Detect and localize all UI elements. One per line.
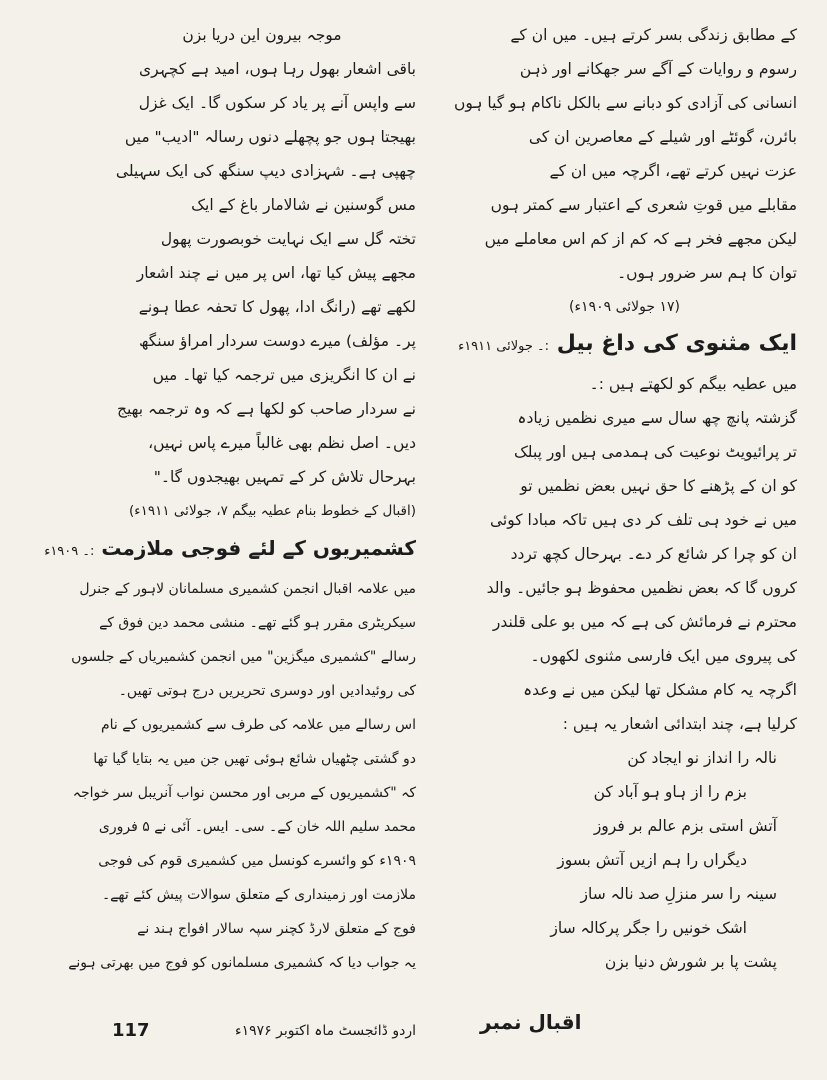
text-line: کی روئیدادیں اور دوسری تحریریں درج ہوتی تھیں۔ [118,683,416,699]
text-line: عزت نہیں کرتے تھے، اگرچہ میں ان کے [549,162,797,180]
verse-line: آتش استی بزم عالم بر فروز [593,817,777,835]
section-heading-date: :۔ ۱۹۰۹ء [44,544,95,559]
text-line: مجھے پیش کیا تھا، اس پر میں نے چند اشعار [136,264,416,282]
text-line: پر۔ مؤلف) میرے دوست سردار امراؤ سنگھ [138,332,416,350]
text-line: کہ "کشمیریوں کے مربی اور محسن نواب آنریبل سر خواجہ [72,785,416,801]
text-line: میں نے خود ہی تلف کر دی ہیں تاکہ مبادا کوئی [490,511,797,529]
text-line: محمد سلیم اللہ خان کے۔ سی۔ ایس۔ آئی نے ۵ فروری [98,819,416,835]
section-heading [44,528,416,572]
left-paragraph-1 [108,52,416,494]
text-line: کی پیروی میں ایک فارسی مثنوی لکھوں۔ [530,647,797,665]
citation: (اقبال کے خطوط بنام عطیہ بیگم ۷، جولائی ۱۹۱۱ء) [129,503,416,519]
text-line: میں عطیہ بیگم کو لکھتے ہیں :۔ [589,375,797,393]
section-heading-date: :۔ جولائی ۱۹۱۱ء [458,339,550,354]
text-line: تختہ گل سے ایک نہایت خوبصورت پھول [160,230,416,248]
section-heading-title: کشمیریوں کے لئے فوجی ملازمت [101,536,416,560]
verse-line: بزم را از ہاو ہو آباد کن [593,783,747,801]
section-heading-title: ایک مثنوی کی داغ بیل [556,331,797,356]
text-line: اگرچہ یہ کام مشکل تھا لیکن میں نے وعدہ [523,681,797,699]
text-line: رسالے "کشمیری میگزین" میں انجمن کشمیریاں کے جلسوں [71,649,416,665]
text-line: گزشتہ پانچ چھ سال سے میری نظمیں زیادہ [517,409,797,427]
text-line: ان کو چرا کر شائع کر دے۔ بہرحال کچھ تردد [510,545,797,563]
date-note: (۱۷ جولائی ۱۹۰۹ء) [569,299,680,315]
text-line: کو ان کے پڑھنے کا حق نہیں بعض نظمیں تو [520,477,797,495]
section-heading [452,324,797,367]
text-line: یہ جواب دیا کہ کشمیری مسلمانوں کو فوج میں بھرتی ہونے [68,955,416,971]
text-line: دیں۔ اصل نظم بھی غالباً میرے پاس نہیں، [148,434,416,452]
page-footer [112,1020,416,1041]
verse-line: پشت پا بر شورش دنیا بزن [604,953,777,971]
text-line: نے سردار صاحب کو لکھا ہے کہ وہ ترجمہ بھیج [116,400,416,418]
magazine-issue: اردو ڈائجسٹ ماہ اکتوبر ۱۹۷۶ء [234,1022,416,1039]
text-line: مس گوسنین نے شالامار باغ کے ایک [191,196,416,214]
text-line: انسانی کی آزادی کو دبانے سے بالکل ناکام ہو گیا ہوں [453,94,797,112]
text-line: باقی اشعار بھول رہا ہوں، امید ہے کچہری [138,60,416,78]
verse-line: دیگراں را ہم ازیں آتش بسوز [557,851,747,869]
verse-line: اشک خونیں را جگر پرکالہ ساز [550,919,747,937]
text-line: کرلیا ہے، چند ابتدائی اشعار یہ ہیں : [562,715,797,733]
text-line: میں علامہ اقبال انجمن کشمیری مسلمانان لاہور کے جنرل [79,581,416,597]
right-column [452,18,797,979]
left-column [44,18,416,980]
right-top-paragraph [452,18,797,290]
text-line: اس رسالے میں علامہ کی طرف سے کشمیریوں کے نام [101,717,416,733]
text-line: لیکن مجھے فخر ہے کہ کم از کم اس معاملے میں [484,230,797,248]
text-line: لکھے تھے (رانگ ادا، پھول کا تحفہ عطا ہونے [138,298,416,316]
text-line: محترم نے فرمائش کی ہے کہ میں بو علی قلندر [492,613,797,631]
text-line: ملازمت اور زمینداری کے متعلق سوالات پیش کئے تھے۔ [101,887,416,903]
verse-line: سینہ را سر منزلِ صد نالہ ساز [580,885,777,903]
left-body-paragraph [68,572,416,980]
text-line: ۱۹۰۹ء کو وائسرے کونسل میں کشمیری قوم کی فوجی [98,853,416,869]
text-line: چھپی ہے۔ شہزادی دیپ سنگھ کی ایک سہیلی [115,162,416,180]
text-line: فوج کے متعلق لارڈ کچنر سپہ سالار افواج ہند نے [137,921,416,937]
page-number: 117 [112,1020,150,1041]
verse-line: نالہ را انداز نو ایجاد کن [627,749,777,767]
text-line: سے واپس آنے پر یاد کر سکوں گا۔ ایک غزل [138,94,416,112]
text-line: مقابلے میں قوتِ شعری کے اعتبار سے کمتر ہوں [490,196,797,214]
text-line: کروں گا کہ بعض نظمیں محفوظ ہو جائیں۔ والد [486,579,797,597]
text-line: سیکریٹری مقرر ہو گئے تھے۔ منشی محمد دین فوق کے [99,615,416,631]
right-body-paragraph [452,367,797,741]
text-line: دو گشتی چٹھیاں شائع ہوئی تھیں جن میں یہ بتایا گیا تھا [93,751,416,767]
persian-verses [452,741,797,979]
text-line: کے مطابق زندگی بسر کرتے ہیں۔ میں ان کے [510,26,797,44]
text-line: تر پرائیویٹ نوعیت کی ہمدمی ہیں اور پبلک [513,443,797,461]
text-line: نے ان کا انگریزی میں ترجمہ کیا تھا۔ میں [152,366,416,384]
text-line: رسوم و روایات کے آگے سر جھکانے اور ذہن [519,60,797,78]
issue-label: اقبال نمبر [480,1010,582,1034]
text-line: بہرحال تلاش کر کے تمہیں بھیجدوں گا۔" [153,468,416,486]
text-line: بائرن، گوئٹے اور شیلے کے معاصرین ان کی [528,128,797,146]
text-line: توان کا ہم سر ضرور ہوں۔ [617,264,797,282]
text-line: بھیجتا ہوں جو پچھلے دنوں رسالہ "ادیب" میں [124,128,416,146]
verse-line: موجہ بیرون این دریا بزن [182,26,342,44]
